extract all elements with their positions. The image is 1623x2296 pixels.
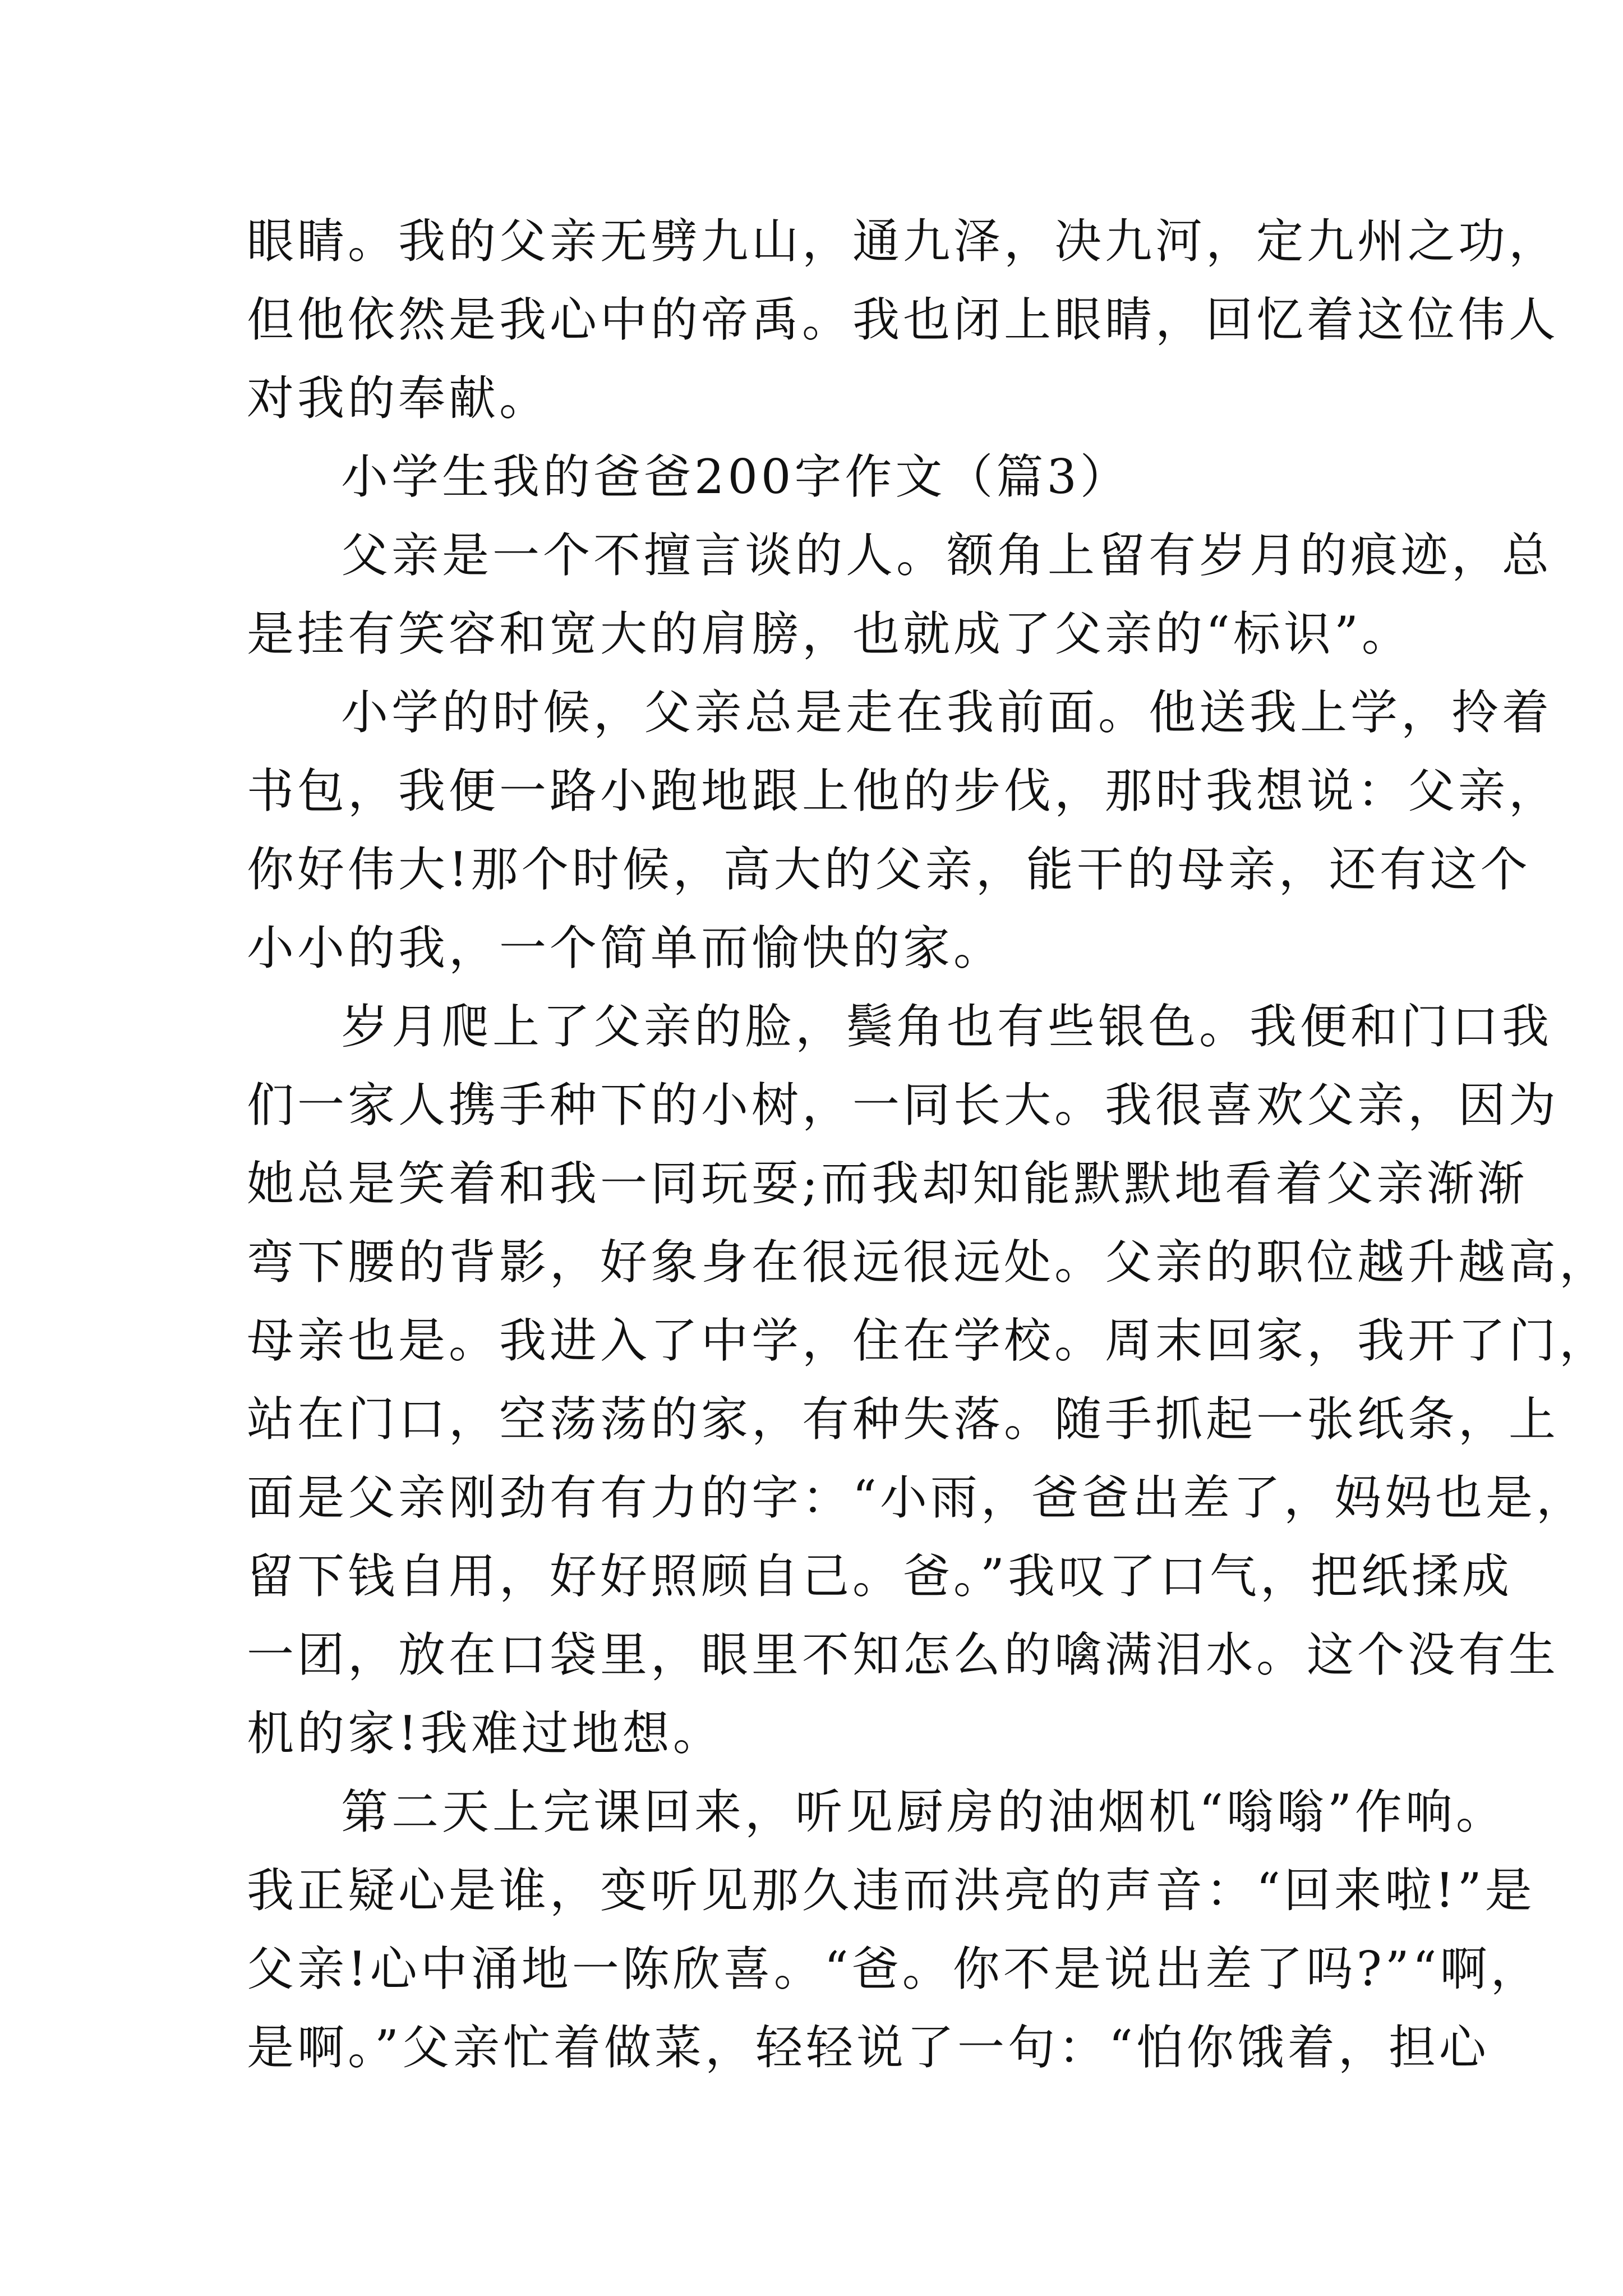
text-line: 母亲也是。我进入了中学，住在学校。周末回家，我开了门，: [247, 1313, 1610, 1368]
text-line: 机的家!我难过地想。: [247, 1706, 723, 1761]
essay-heading: [247, 438, 1385, 516]
paragraph-continued: [247, 202, 1560, 438]
text-line: 们一家人携手种下的小树，一同长大。我很喜欢父亲，因为: [247, 1078, 1560, 1133]
text-line: 弯下腰的背影，好象身在很远很远处。父亲的职位越升越高，: [247, 1235, 1610, 1290]
text-line: 小小的我，一个简单而愉快的家。: [247, 921, 1004, 976]
heading-text: 小学生我的爸爸200字作文（篇3）: [341, 449, 1131, 504]
text-line: 书包，我便一路小跑地跟上他的步伐，那时我想说：父亲，: [247, 763, 1560, 818]
text-line: 她总是笑着和我一同玩耍;而我却知能默默地看着父亲渐渐: [247, 1156, 1528, 1211]
text-line: 小学的时候，父亲总是走在我前面。他送我上学，拎着: [341, 685, 1553, 740]
text-line: 我正疑心是谁，变听见那久违而洪亮的声音：“回来啦!”是: [247, 1863, 1536, 1918]
text-line: 对我的奉献。: [247, 371, 550, 426]
document-body: [247, 202, 1610, 2087]
text-line: 是啊。”父亲忙着做菜，轻轻说了一句：“怕你饿着，担心: [247, 2020, 1490, 2075]
text-line: 留下钱自用，好好照顾自己。爸。”我叹了口气，把纸揉成: [247, 1549, 1513, 1604]
paragraph-3: [247, 987, 1610, 1773]
text-line: 站在门口，空荡荡的家，有种失落。随手抓起一张纸条，上: [247, 1392, 1560, 1447]
paragraph-4: [247, 1773, 1541, 2087]
text-line: 岁月爬上了父亲的脸，鬓角也有些银色。我便和门口我: [341, 999, 1553, 1054]
text-line: 你好伟大!那个时候，高大的父亲，能干的母亲，还有这个: [247, 842, 1531, 897]
text-line: 是挂有笑容和宽大的肩膀，也就成了父亲的“标识”。: [247, 606, 1412, 661]
paragraph-2: [247, 673, 1560, 987]
text-line: 面是父亲刚劲有有力的字：“小雨，爸爸出差了，妈妈也是，: [247, 1470, 1587, 1525]
text-line: 父亲是一个不擅言谈的人。额角上留有岁月的痕迹，总: [341, 528, 1553, 583]
text-line: 第二天上完课回来，听见厨房的油烟机“嗡嗡”作响。: [341, 1784, 1506, 1839]
text-line: 眼睛。我的父亲无劈九山，通九泽，决九河，定九州之功，: [247, 214, 1560, 269]
text-line: 一团，放在口袋里，眼里不知怎么的噙满泪水。这个没有生: [247, 1627, 1560, 1682]
paragraph-1: [247, 516, 1553, 673]
text-line: 但他依然是我心中的帝禹。我也闭上眼睛，回忆着这位伟人: [247, 292, 1560, 347]
text-line: 父亲!心中涌地一陈欣喜。“爸。你不是说出差了吗?”“啊，: [247, 1941, 1541, 1996]
